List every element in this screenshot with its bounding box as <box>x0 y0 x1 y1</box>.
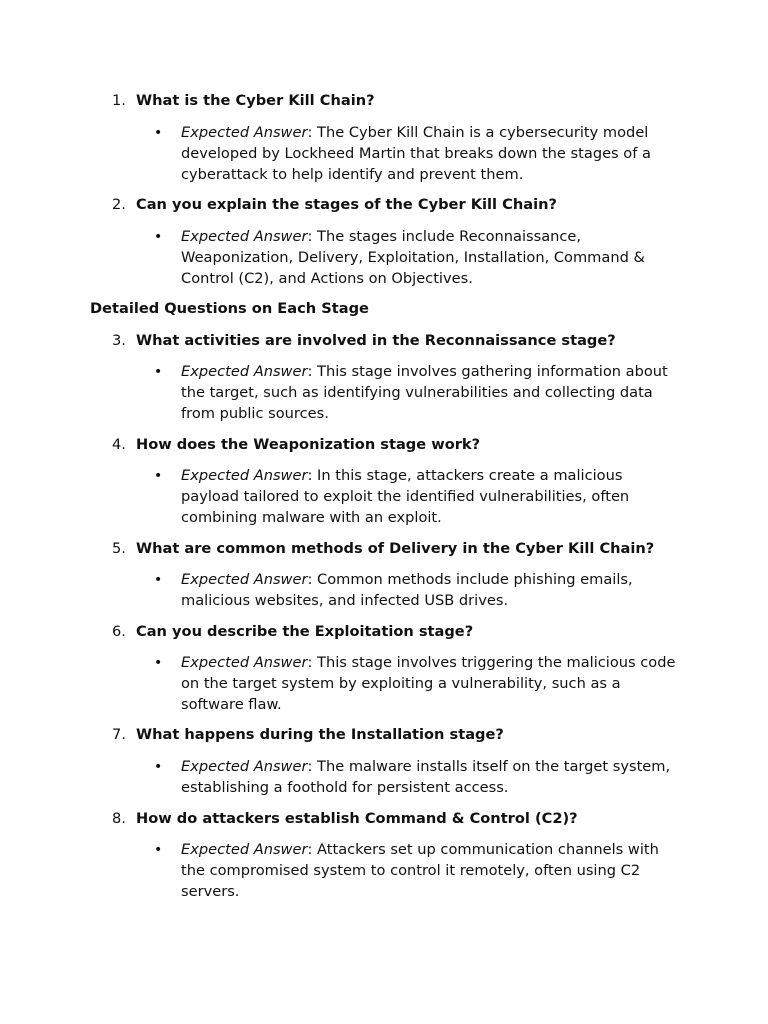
answer-label: Expected Answer <box>181 758 308 775</box>
question-number: 7. <box>112 726 126 743</box>
question-text: How do attackers establish Command & Control (C2)? <box>136 810 578 827</box>
question-item <box>112 435 712 456</box>
bullet-icon: • <box>154 125 163 141</box>
section-heading: Detailed Questions on Each Stage <box>90 300 369 317</box>
answer-text: : The malware installs itself on the target system, establishing a foothold for persistent access. <box>181 758 671 796</box>
answer-body <box>181 757 681 799</box>
question-item <box>112 331 712 352</box>
answer-body <box>181 840 681 902</box>
bullet-icon: • <box>154 842 163 858</box>
answer-text: : In this stage, attackers create a malicious payload tailored to exploit the identified vulnerabilities, often combining malware with an exploit. <box>181 467 630 526</box>
answer-body <box>181 466 681 528</box>
answer-label: Expected Answer <box>181 841 308 858</box>
answer-label: Expected Answer <box>181 228 308 245</box>
answer-body <box>181 362 681 424</box>
answer-body <box>181 653 681 715</box>
answer-text: : This stage involves triggering the malicious code on the target system by exploiting a vulnerability, such as a software flaw. <box>181 654 676 713</box>
answer-label: Expected Answer <box>181 467 308 484</box>
question-item <box>112 622 712 643</box>
bullet-icon: • <box>154 655 163 671</box>
question-item <box>112 539 712 560</box>
question-text: Can you describe the Exploitation stage? <box>136 623 474 640</box>
answer-body <box>181 227 681 289</box>
question-number: 5. <box>112 540 126 557</box>
answer-body <box>181 123 681 185</box>
answer-label: Expected Answer <box>181 654 308 671</box>
answer-text: : This stage involves gathering information about the target, such as identifying vulnerabilities and collecting data from public sources. <box>181 363 668 422</box>
question-item <box>112 809 712 830</box>
question-text: How does the Weaponization stage work? <box>136 436 481 453</box>
question-text: What is the Cyber Kill Chain? <box>136 92 375 109</box>
question-item <box>112 91 712 112</box>
bullet-icon: • <box>154 364 163 380</box>
answer-text: : Attackers set up communication channels with the compromised system to control it remotely, often using C2 servers. <box>181 841 659 900</box>
question-text: Can you explain the stages of the Cyber Kill Chain? <box>136 196 557 213</box>
bullet-icon: • <box>154 229 163 245</box>
answer-label: Expected Answer <box>181 124 308 141</box>
question-number: 6. <box>112 623 126 640</box>
question-text: What activities are involved in the Reconnaissance stage? <box>136 332 616 349</box>
question-text: What happens during the Installation stage? <box>136 726 504 743</box>
question-number: 1. <box>112 92 126 109</box>
answer-body <box>181 570 681 612</box>
question-number: 8. <box>112 810 126 827</box>
bullet-icon: • <box>154 468 163 484</box>
question-number: 4. <box>112 436 126 453</box>
question-number: 2. <box>112 196 126 213</box>
answer-text: : The Cyber Kill Chain is a cybersecurity model developed by Lockheed Martin that breaks down the stages of a cyberattack to help identify and prevent them. <box>181 124 651 183</box>
answer-label: Expected Answer <box>181 571 308 588</box>
question-number: 3. <box>112 332 126 349</box>
bullet-icon: • <box>154 759 163 775</box>
question-item <box>112 195 712 216</box>
question-item <box>112 725 712 746</box>
answer-text: : The stages include Reconnaissance, Weaponization, Delivery, Exploitation, Installation, Command & Control (C2), and Actions on Objectives. <box>181 228 645 287</box>
answer-text: : Common methods include phishing emails, malicious websites, and infected USB drives. <box>181 571 633 609</box>
answer-label: Expected Answer <box>181 363 308 380</box>
bullet-icon: • <box>154 572 163 588</box>
question-text: What are common methods of Delivery in the Cyber Kill Chain? <box>136 540 655 557</box>
